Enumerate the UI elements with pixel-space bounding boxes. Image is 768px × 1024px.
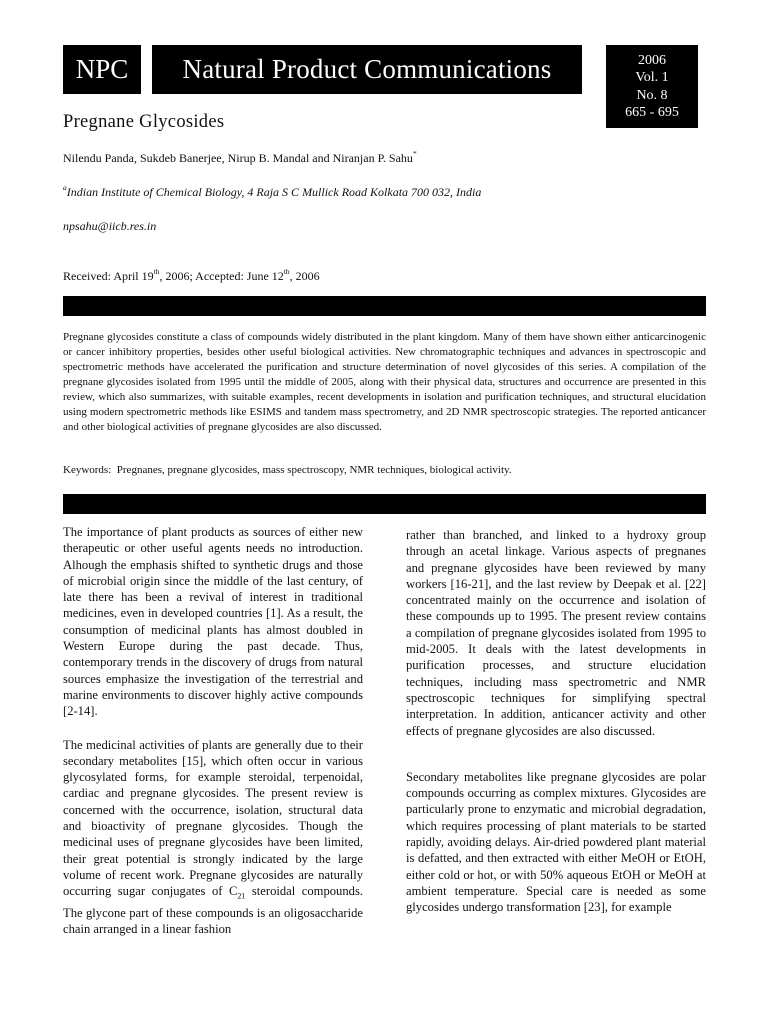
accepted-prefix: , 2006; Accepted: June 12 bbox=[159, 269, 284, 283]
author-list bbox=[63, 151, 417, 166]
issue-number: No. 8 bbox=[636, 87, 668, 103]
paragraph-text: steroidal compounds. The glycone part of these compounds is an oligosaccharide chain arranged in a linear fashion bbox=[63, 884, 363, 937]
journal-name: Natural Product Communications bbox=[182, 54, 552, 84]
affiliation-text: Indian Institute of Chemical Biology, 4 Raja S C Mullick Road Kolkata 700 032, India bbox=[66, 185, 482, 199]
journal-logo bbox=[63, 45, 141, 94]
received-prefix: Received: April 19 bbox=[63, 269, 154, 283]
article-title: Pregnane Glycosides bbox=[63, 112, 225, 132]
journal-name-banner bbox=[152, 45, 582, 94]
affiliation bbox=[63, 185, 481, 200]
keywords-label: Keywords: bbox=[63, 464, 112, 476]
received-ordinal: th bbox=[153, 267, 160, 276]
corresponding-author-mark: * bbox=[412, 149, 417, 158]
body-paragraph: Secondary metabolites like pregnane glycosides are polar compounds occurring as complex mixtures. Glycosides are particularly prone to enzymatic and microbial degradation, which requires processing of plant materials to be started rapidly, avoiding delays. Air-dried powdered plant material is defatted, and then extracted with either MeOH or EtOH, either cold or hot, or with 50% aqueous EtOH or MeOH at ambient temperature. Special care is needed as some glycosides undergo transformation [23], for example bbox=[406, 769, 706, 915]
issue-volume: Vol. 1 bbox=[635, 70, 669, 85]
keywords-text: Pregnanes, pregnane glycosides, mass spectroscopy, NMR techniques, biological activity. bbox=[116, 464, 512, 476]
body-paragraph: The importance of plant products as sources of either new therapeutic or other useful agents needs no introduction. Alhough the emphasis shifted to synthetic drugs and those of microbial origin since the middle of the last century, of late there has been a revival of interest in traditional medicines, even in developed countries [1]. As a result, the consumption of medicinal plants has almost doubled in Western Europe during the past decade. Thus, contemporary trends in the discovery of drugs from natural sources emphasize the investigation of the terrestrial and marine environments to discover highly active compounds [2-14]. bbox=[63, 525, 363, 719]
body-column-left bbox=[63, 524, 363, 938]
abstract-text: Pregnane glycosides constitute a class of compounds widely distributed in the plant kingdom. Many of them have shown either anticarcinogenic or cancer inhibitory properties, besides other useful biological activities. New chromatographic techniques and advances in spectroscopic and spectrometric methods have accelerated the purification and structure determination of novel glycosides of this series. A compilation of the pregnane glycosides isolated from 1995 until the middle of 2005, along with their physical data, structures and occurrence are presented in this review, which also summarizes, with suitable examples, recent developments in isolation and purification techniques, and structural elucidation using modern spectrometric methods like ESIMS and tandem mass spectrometry, and 2D NMR spectroscopic strategies. The reported anticancer and other biological activities of pregnane glycosides are also discussed. bbox=[63, 331, 706, 433]
issue-info-box bbox=[606, 45, 698, 128]
affiliation-mark: a bbox=[63, 183, 67, 192]
body-paragraph: rather than branched, and linked to a hydroxy group through an acetal linkage. Various aspects of pregnanes and pregnane glycosides have been reviewed by many workers [16-21], and the last review by Deepak et al. [22] concentrated mainly on the occurrence and isolation of these compounds up to 1995. The present review contains a compilation of pregnane glycosides isolated from 1995 to mid-2005. It deals with the latest developments in purification processes, and structure elucidation techniques, including mass spectrometric and NMR spectroscopic techniques for simplifying spectral interpretation. In addition, anticancer activity and other effects of pregnane glycosides are also discussed. bbox=[406, 528, 706, 738]
accepted-ordinal: th bbox=[283, 267, 290, 276]
paragraph-text: The medicinal activities of plants are generally due to their secondary metabolites [15], which often occur in various glycosylated forms, for example steroidal, terpenoidal, cardiac and pregnane glycosides. The present review is concerned with the occurrence, isolation, structural data and bioactivity of pregnane glycosides. Though the medicinal uses of pregnane glycosides have been limited, their great potential is strongly indicated by the large volume of recent work. Pregnane glycosides are naturally occurring sugar conjugates of C bbox=[63, 737, 363, 899]
subscript: 21 bbox=[237, 891, 246, 901]
section-divider-top bbox=[63, 296, 706, 316]
section-divider-bottom bbox=[63, 494, 706, 514]
author-names: Nilendu Panda, Sukdeb Banerjee, Nirup B. Mandal and Niranjan P. Sahu bbox=[63, 151, 413, 165]
journal-logo-text: NPC bbox=[75, 54, 129, 84]
issue-pages: 665 - 695 bbox=[625, 105, 679, 120]
issue-year: 2006 bbox=[638, 52, 666, 68]
author-email[interactable]: npsahu@iicb.res.in bbox=[63, 219, 157, 233]
received-accepted-dates bbox=[63, 269, 320, 284]
body-paragraph bbox=[63, 737, 363, 938]
keywords-line bbox=[63, 464, 512, 476]
body-column-right bbox=[406, 527, 706, 916]
accepted-year: , 2006 bbox=[289, 269, 320, 283]
